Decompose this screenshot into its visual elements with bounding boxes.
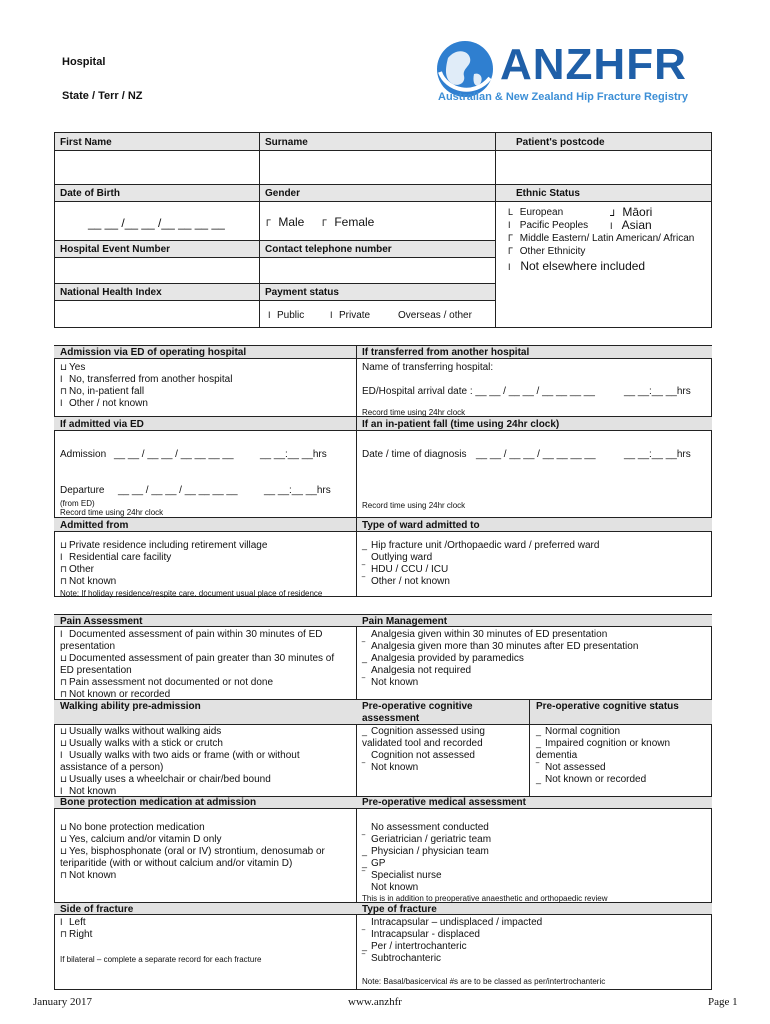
walk-opt-noaids[interactable] [60, 726, 221, 738]
checkbox-icon: ‾ [362, 641, 365, 651]
diagnosis-time-field[interactable]: __ __:__ __hrs [624, 449, 691, 460]
checkbox-icon: I [60, 398, 63, 408]
admission-opt-other[interactable] [60, 398, 148, 410]
gender-label: Gender [265, 188, 301, 199]
state-label: State / Terr / NZ [62, 90, 143, 102]
checkbox-icon: _ [362, 858, 368, 868]
from-opt-private[interactable] [60, 540, 267, 552]
first-name-label: First Name [60, 137, 112, 148]
cog-assess-title: Pre-operative cognitive [362, 701, 473, 712]
ward-opt-outlying[interactable] [362, 552, 432, 564]
from-opt-notknown[interactable] [60, 576, 116, 588]
arrival-date-field[interactable]: ED/Hospital arrival date : __ __ / __ __ / __ __ __ __ [362, 386, 595, 397]
ward-opt-other[interactable] [362, 576, 450, 588]
option-label: HDU / CCU / ICU [371, 564, 449, 575]
option-label: GP [371, 858, 386, 869]
ethnic-label: Ethnic Status [516, 188, 580, 199]
walk-opt-stick[interactable] [60, 738, 223, 750]
admission-date-field[interactable]: __ __ / __ __ / __ __ __ __ [114, 449, 234, 460]
from-opt-residential[interactable] [60, 552, 171, 564]
pain-opt-over30[interactable] [60, 653, 334, 665]
pay-public-label: Public [277, 310, 305, 321]
checkbox-icon: ‾ [362, 929, 365, 939]
option-label: No assessment conducted [371, 822, 489, 833]
walking-title: Walking ability pre-admission [60, 701, 201, 712]
walk-opt-notknown[interactable] [60, 786, 116, 798]
checkbox-icon: I [610, 221, 613, 231]
pain-opt-over30-cont: ED presentation [60, 665, 132, 676]
footer-url: www.anzhfr [348, 996, 402, 1008]
logo-subtitle: Australian & New Zealand Hip Fracture Registry [438, 91, 689, 103]
checkbox-icon: _ [536, 726, 542, 736]
checkbox-icon: I [60, 786, 63, 796]
checkbox-icon: Γ [322, 218, 327, 228]
med-opt-physician[interactable] [362, 846, 489, 858]
checkbox-icon: ⊔ [60, 822, 68, 832]
option-label: Not known [69, 576, 117, 587]
checkbox-icon: _ [362, 540, 368, 550]
option-label: Not known [371, 882, 419, 893]
checkbox-icon: I [60, 552, 63, 562]
arrival-time-field[interactable]: __ __:__ __hrs [624, 386, 691, 397]
type-note: Note: Basal/basicervical #s are to be classed as per/intertrochanteric [362, 977, 606, 986]
transfer-title: If transferred from another hospital [362, 347, 530, 358]
footer-page: Page 1 [708, 996, 738, 1008]
option-label: Other [69, 564, 95, 575]
checkbox-icon: _ [362, 726, 368, 736]
option-label: Subtrochanteric [371, 953, 442, 964]
checkbox-icon: ⊔ [60, 362, 68, 372]
mgmt-opt-over30[interactable] [362, 641, 638, 653]
option-label: No, transferred from another hospital [69, 374, 233, 385]
checkbox-icon: ⊔ [60, 738, 68, 748]
option-label: No bone protection medication [69, 822, 205, 833]
male-label: Male [278, 215, 305, 229]
checkbox-icon: ‾ [362, 870, 365, 880]
type-opt-subtroch[interactable] [362, 953, 441, 965]
record-time-note-ed: Record time using 24hr clock [60, 508, 164, 517]
diagnosis-date-field[interactable]: __ __ / __ __ / __ __ __ __ [476, 449, 596, 460]
diagnosis-label: Date / time of diagnosis [362, 449, 467, 460]
ed-title: If admitted via ED [60, 419, 144, 430]
option-label: Analgesia not required [371, 665, 472, 676]
option-label: Analgesia given more than 30 minutes after ED presentation [371, 641, 639, 652]
option-label: Usually uses a wheelchair or chair/bed bound [69, 774, 271, 785]
option-label: Specialist nurse [371, 870, 442, 881]
checkbox-icon: ⊔ [60, 653, 68, 663]
fall-title: If an in-patient fall (time using 24hr clock) [362, 419, 560, 430]
eth-pacific-option[interactable] [508, 220, 588, 232]
option-label: Not known [69, 786, 117, 797]
checkbox-icon: _ [536, 774, 542, 784]
payment-label: Payment status [265, 287, 339, 298]
eth-none-label: Not elsewhere included [520, 259, 646, 273]
status-opt-normal[interactable] [536, 726, 620, 738]
checkbox-icon: ‾ [362, 834, 365, 844]
checkbox-icon: L [508, 207, 514, 217]
ward-title: Type of ward admitted to [362, 520, 480, 531]
checkbox-icon: I [60, 629, 63, 639]
checkbox-icon: ‾ [362, 576, 365, 586]
record-time-note: Record time using 24hr clock [362, 408, 466, 417]
status-opt-notknown[interactable] [536, 774, 646, 786]
checkbox-icon: _ [536, 738, 542, 748]
option-label: Usually walks with two aids or frame (with or without [69, 750, 300, 761]
checkbox-icon: I [60, 750, 63, 760]
med-note: This is in addition to preoperative anaesthetic and orthopaedic review [362, 894, 608, 903]
type-title: Type of fracture [362, 904, 437, 915]
option-label: Intracapsular - displaced [371, 929, 480, 940]
status-opt-notassessed[interactable] [536, 762, 606, 774]
option-label: Other / not known [69, 398, 148, 409]
cog-opt-notassessed[interactable] [362, 750, 475, 762]
bone-opt-notknown[interactable] [60, 870, 116, 882]
checkbox-icon: I [268, 310, 271, 320]
eth-none-option[interactable] [508, 259, 645, 273]
option-label: Not known or recorded [69, 689, 171, 700]
bilateral-note: If bilateral – complete a separate record for each fracture [60, 955, 262, 964]
type-opt-undisplaced[interactable] [362, 917, 542, 929]
contact-label: Contact telephone number [265, 244, 392, 255]
ward-opt-hip[interactable] [362, 540, 599, 552]
female-label: Female [334, 215, 375, 229]
admission-label: Admission [60, 449, 107, 460]
checkbox-icon: ⊓ [60, 576, 68, 586]
hospital-label: Hospital [62, 56, 106, 68]
option-label: Pain assessment not documented or not done [69, 677, 274, 688]
checkbox-icon: _ [362, 846, 368, 856]
mgmt-opt-paramedics[interactable] [362, 653, 524, 665]
checkbox-icon: _ [362, 653, 368, 663]
admission-time-field[interactable]: __ __:__ __hrs [260, 449, 327, 460]
bone-opt-bisphos[interactable] [60, 846, 325, 858]
checkbox-icon: ⊓ [60, 929, 68, 939]
option-label: Private residence including retirement village [69, 540, 268, 551]
option-label: Not known [371, 677, 419, 688]
eth-asian-label: Asian [621, 218, 652, 232]
departure-time-field[interactable]: __ __:__ __hrs [264, 485, 331, 496]
bone-opt-bisphos-cont: teriparitide (with or without calcium and/or vitamin D) [60, 858, 293, 869]
checkbox-icon: Γ [508, 246, 513, 256]
med-opt-nurse[interactable] [362, 870, 442, 882]
walk-opt-wheelchair[interactable] [60, 774, 271, 786]
med-opt-notknown[interactable] [362, 882, 418, 894]
option-label: Per / intertrochanteric [371, 941, 467, 952]
eth-other-option[interactable] [508, 246, 585, 258]
option-label: Yes [69, 362, 86, 373]
departure-date-field[interactable]: __ __ / __ __ / __ __ __ __ [118, 485, 238, 496]
from-ed-note: (from ED) [60, 499, 95, 508]
option-label: Analgesia given within 30 minutes of ED presentation [371, 629, 608, 640]
option-label: Documented assessment of pain greater than 30 minutes of [69, 653, 335, 664]
checkbox-icon: Γ [508, 233, 513, 243]
checkbox-icon: ‾ [536, 762, 539, 772]
checkbox-icon: ⊔ [60, 834, 68, 844]
med-opt-gp[interactable] [362, 858, 385, 870]
option-label: Yes, bisphosphonate (oral or IV) strontium, denosumab or [69, 846, 325, 857]
checkbox-icon: ‾ [362, 564, 365, 574]
record-time-note-fall: Record time using 24hr clock [362, 501, 466, 510]
pain-opt-notdone[interactable] [60, 677, 273, 689]
checkbox-icon: ‾ [362, 677, 365, 687]
type-opt-pertroch[interactable] [362, 941, 467, 953]
option-label: Impaired cognition or known [545, 738, 671, 749]
eth-middle-label: Middle Eastern/ Latin American/ African [519, 233, 695, 244]
event-number-label: Hospital Event Number [60, 244, 171, 255]
from-opt-other[interactable] [60, 564, 94, 576]
pay-overseas-option[interactable]: Overseas / other [398, 310, 472, 321]
option-label: Intracapsular – undisplaced / impacted [371, 917, 543, 928]
eth-middle-option[interactable] [508, 233, 694, 245]
side-title: Side of fracture [60, 904, 134, 915]
checkbox-icon: Γ [266, 218, 271, 228]
type-opt-displaced[interactable] [362, 929, 480, 941]
option-label: Not known [371, 762, 419, 773]
checkbox-icon: ⊔ [60, 726, 68, 736]
eth-asian-option[interactable] [610, 218, 652, 232]
checkbox-icon: I [508, 262, 511, 272]
option-label: Physician / physician team [371, 846, 489, 857]
pain-opt-within30-cont: presentation [60, 641, 116, 652]
checkbox-icon: I [508, 220, 511, 230]
checkbox-icon: ⅃ [610, 208, 616, 218]
option-label: Cognition not assessed [371, 750, 475, 761]
mgmt-opt-notknown[interactable] [362, 677, 418, 689]
checkbox-icon: ⊔ [60, 846, 68, 856]
med-assess-title: Pre-operative medical assessment [362, 797, 526, 808]
admission-opt-yes[interactable] [60, 362, 85, 374]
checkbox-icon: I [60, 917, 63, 927]
cog-status-title: Pre-operative cognitive status [536, 701, 679, 712]
checkbox-icon: ‾ [362, 762, 365, 772]
checkbox-icon: I [330, 310, 333, 320]
option-label: Normal cognition [545, 726, 621, 737]
option-label: Outlying ward [371, 552, 433, 563]
transfer-name-field[interactable]: Name of transferring hospital: [362, 362, 494, 373]
eth-maori-option[interactable] [610, 205, 652, 219]
checkbox-icon: ⊓ [60, 870, 68, 880]
option-label: Geriatrician / geriatric team [371, 834, 492, 845]
option-label: Analgesia provided by paramedics [371, 653, 524, 664]
gender-male-option[interactable] [266, 215, 304, 229]
option-label: Usually walks with a stick or crutch [69, 738, 223, 749]
anzhfr-logo [434, 38, 724, 106]
bone-title: Bone protection medication at admission [60, 797, 257, 808]
dob-field[interactable]: __ __ /__ __ /__ __ __ __ [88, 216, 225, 230]
option-label: Cognition assessed using [371, 726, 485, 737]
nhi-label: National Health Index [60, 287, 162, 298]
option-label: Documented assessment of pain within 30 minutes of ED [69, 629, 323, 640]
cog-assess-title-cont: assessment [362, 713, 420, 724]
ward-opt-hdu[interactable] [362, 564, 448, 576]
option-label: Usually walks without walking aids [69, 726, 222, 737]
bone-opt-calcium[interactable] [60, 834, 221, 846]
eth-european-option[interactable] [508, 207, 563, 219]
cog-opt-notknown[interactable] [362, 762, 418, 774]
option-label: Not assessed [545, 762, 606, 773]
mgmt-opt-notreq[interactable] [362, 665, 471, 677]
med-opt-geri[interactable] [362, 834, 491, 846]
logo-text: ANZHFR [500, 40, 687, 89]
eth-european-label: European [519, 207, 564, 218]
option-label: Not known [69, 870, 117, 881]
surname-label: Surname [265, 137, 308, 148]
pay-private-option[interactable] [330, 310, 370, 322]
dob-label: Date of Birth [60, 188, 120, 199]
checkbox-icon: ⊓ [60, 677, 68, 687]
checkbox-icon: ⊓ [60, 689, 68, 699]
side-opt-right[interactable] [60, 929, 92, 941]
walk-opt-frame[interactable] [60, 750, 300, 762]
pain-opt-within30[interactable] [60, 629, 322, 641]
pain-opt-notknown[interactable] [60, 689, 170, 701]
pain-mgmt-title: Pain Management [362, 616, 448, 627]
option-label: Hip fracture unit /Orthopaedic ward / preferred ward [371, 540, 600, 551]
eth-other-label: Other Ethnicity [519, 246, 586, 257]
checkbox-icon: ⊓ [60, 564, 68, 574]
cog-opt-assessed-cont: validated tool and recorded [362, 738, 483, 749]
option-label: No, in-patient fall [69, 386, 145, 397]
admitted-from-title: Admitted from [60, 520, 129, 531]
option-label: Residential care facility [69, 552, 172, 563]
pay-public-option[interactable] [268, 310, 304, 322]
status-opt-impaired-cont: dementia [536, 750, 578, 761]
checkbox-icon: ⊔ [60, 774, 68, 784]
holiday-note: Note: If holiday residence/respite care, document usual place of residence [60, 589, 323, 598]
footer-date: January 2017 [33, 996, 92, 1008]
option-label: Other / not known [371, 576, 450, 587]
pay-private-label: Private [339, 310, 371, 321]
admission-title: Admission via ED of operating hospital [60, 347, 247, 358]
bone-opt-none[interactable] [60, 822, 205, 834]
postcode-label: Patient's postcode [516, 137, 605, 148]
mgmt-opt-within30[interactable] [362, 629, 607, 641]
admission-opt-fall[interactable] [60, 386, 144, 398]
pain-title: Pain Assessment [60, 616, 143, 627]
checkbox-icon: ‾ [362, 953, 365, 963]
walk-opt-frame-cont: assistance of a person) [60, 762, 164, 773]
med-opt-none[interactable] [362, 822, 489, 834]
gender-female-option[interactable] [322, 215, 374, 229]
option-label: Not known or recorded [545, 774, 647, 785]
checkbox-icon: _ [362, 941, 368, 951]
checkbox-icon: ⊓ [60, 386, 68, 396]
eth-pacific-label: Pacific Peoples [519, 220, 589, 231]
admission-opt-transferred[interactable] [60, 374, 232, 386]
option-label: Right [69, 929, 93, 940]
option-label: Yes, calcium and/or vitamin D only [69, 834, 222, 845]
cog-opt-assessed[interactable] [362, 726, 485, 738]
eth-maori-label: Māori [622, 205, 653, 219]
option-label: Left [69, 917, 86, 928]
side-opt-left[interactable] [60, 917, 86, 929]
departure-label: Departure [60, 485, 105, 496]
checkbox-icon: I [60, 374, 63, 384]
checkbox-icon: ⊔ [60, 540, 68, 550]
status-opt-impaired[interactable] [536, 738, 670, 750]
